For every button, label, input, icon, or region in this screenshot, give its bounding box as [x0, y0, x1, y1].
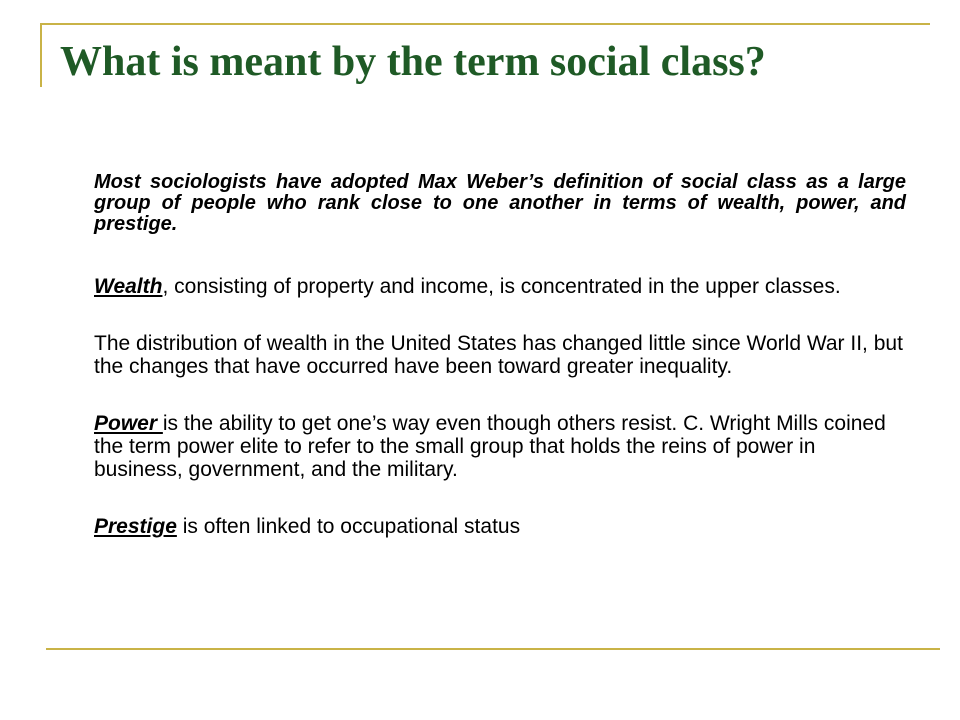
- wealth-term: Wealth: [94, 275, 163, 298]
- power-description: is the ability to get one’s way even though others resist. C. Wright Mills coined the term power elite to refer to the small group that holds the reins of power in business, government, and the military.: [94, 412, 886, 481]
- prestige-paragraph: [94, 515, 906, 538]
- top-decorative-rule: [40, 23, 930, 25]
- bottom-decorative-rule: [46, 648, 940, 650]
- power-term: Power: [94, 412, 163, 435]
- distribution-paragraph: The distribution of wealth in the United States has changed little since World War II, but the changes that have occurred have been toward greater inequality.: [94, 332, 903, 378]
- prestige-description: is often linked to occupational status: [176, 515, 521, 538]
- power-paragraph: [94, 412, 906, 481]
- slide-title: What is meant by the term social class?: [60, 39, 766, 85]
- slide-body: [94, 172, 906, 572]
- prestige-term: Prestige: [94, 515, 177, 538]
- intro-paragraph: Most sociologists have adopted Max Weber’s definition of social class as a large group of people who rank close to one another in terms of wealth, power, and prestige.: [94, 171, 906, 235]
- wealth-description: , consisting of property and income, is concentrated in the upper classes.: [162, 275, 841, 298]
- wealth-paragraph: [94, 275, 906, 298]
- left-decorative-rule: [40, 23, 42, 87]
